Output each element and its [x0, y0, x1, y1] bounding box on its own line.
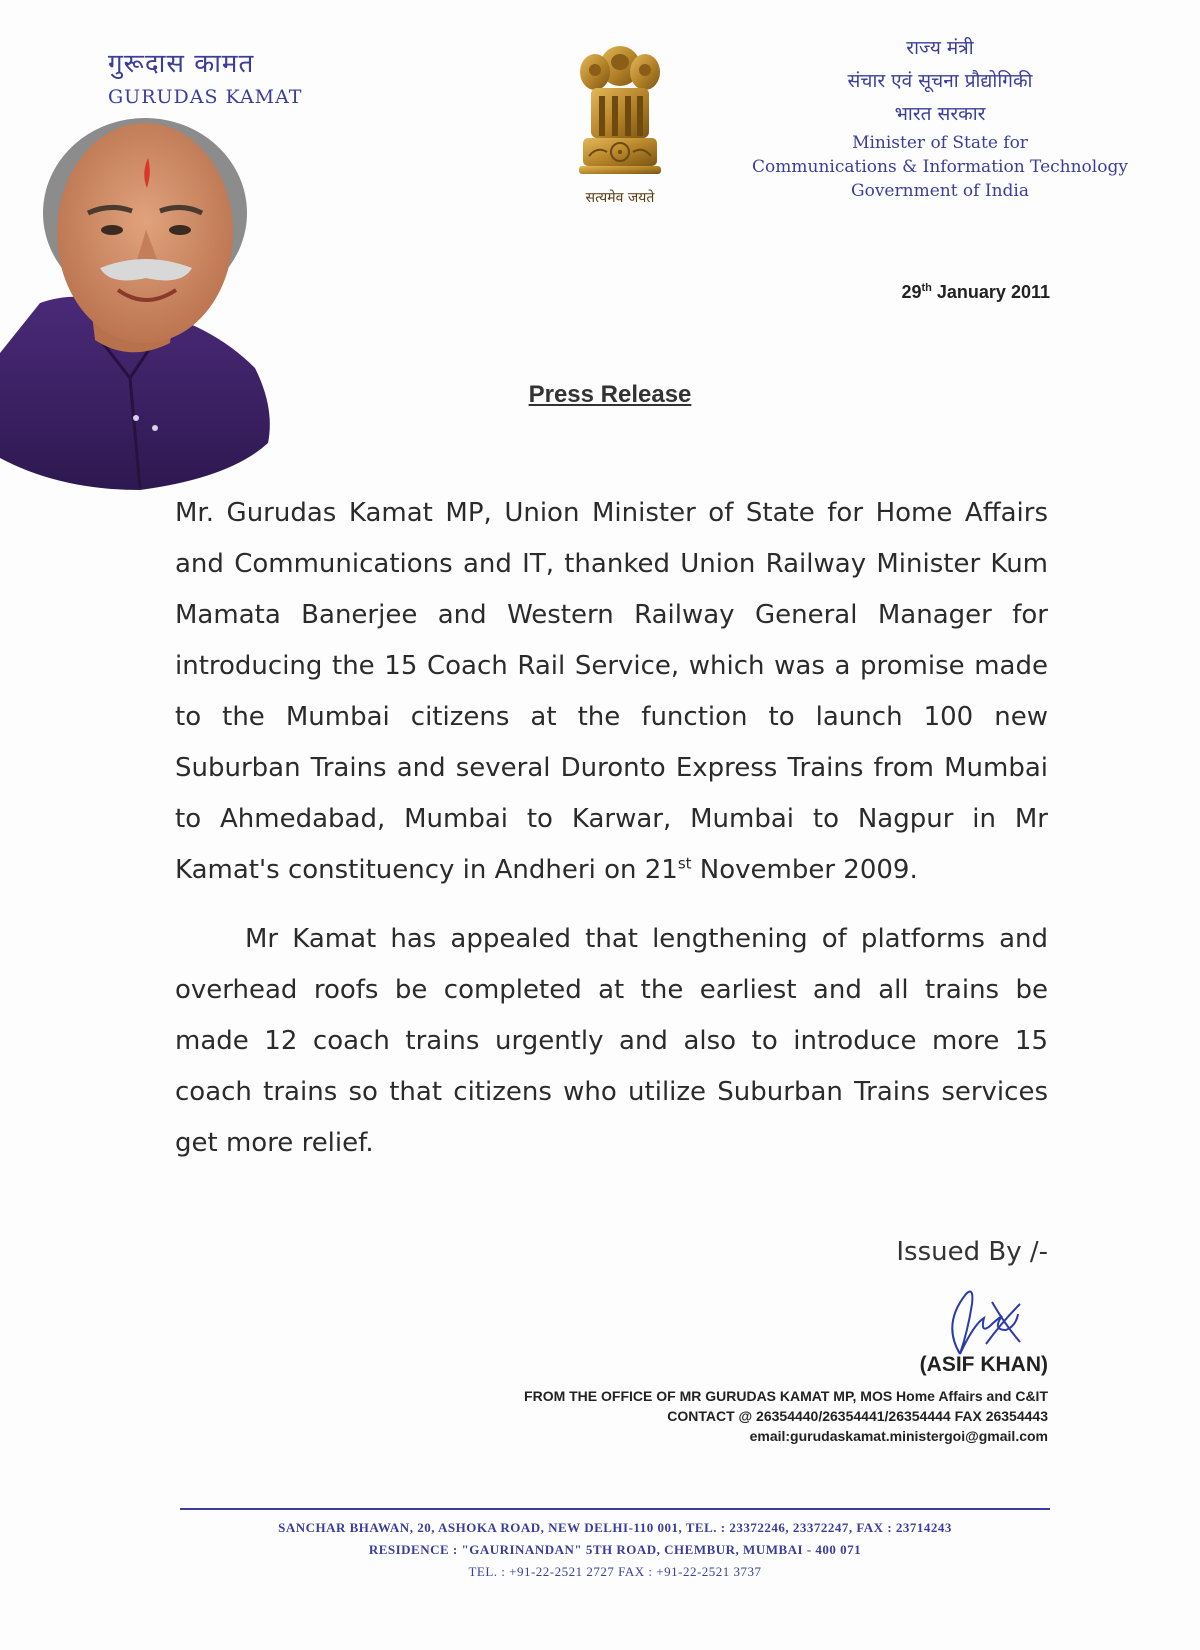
signer-name: (ASIF KHAN)	[919, 1353, 1048, 1376]
office-contact-line: CONTACT @ 26354440/26354441/26354444 FAX 26354443	[667, 1408, 1048, 1424]
paragraph1-main: Mr. Gurudas Kamat MP, Union Minister of State for Home Affairs and Communications and IT, thanked Union Railway Minister Kum Mamata Banerjee and Western Railway General Manager for introducing the 15 Coach Rail Service, which was a promise made to the Mumbai citizens at the function to launch 100 new Suburban Trains and several Duronto Express Trains from Mumbai to Ahmedabad, Mumbai to Karwar, Mumbai to Nagpur in Mr Kamat's constituency in Andheri on	[175, 498, 1048, 885]
signature-graphic	[930, 1282, 1030, 1362]
minister-portrait	[0, 118, 275, 493]
footer-address-line: SANCHAR BHAWAN, 20, ASHOKA ROAD, NEW DELHI-110 001, TEL. : 23372246, 23372247, FAX : 23714243	[278, 1520, 952, 1535]
footer-residence-line: RESIDENCE : "GAURINANDAN" 5TH ROAD, CHEMBUR, MUMBAI - 400 071	[368, 1542, 862, 1557]
office-contact-block	[380, 1386, 1048, 1446]
letterhead-designation-block	[700, 32, 1180, 203]
document-title: Press Release	[528, 381, 692, 408]
press-release-body	[175, 488, 1048, 1169]
letter-date	[840, 282, 1050, 303]
emblem-motto: सत्यमेव जयते	[585, 190, 655, 206]
paragraph1-day: 21	[644, 855, 678, 885]
handwritten-signature	[930, 1282, 1030, 1362]
portrait-graphic	[0, 118, 275, 493]
designation-hindi-line: भारत सरकार	[894, 103, 986, 125]
office-email-line: email:gurudaskamat.ministergoi@gmail.com	[749, 1428, 1048, 1444]
designation-hindi-line: संचार एवं सूचना प्रौद्योगिकी	[847, 70, 1033, 92]
designation-hindi-line: राज्य मंत्री	[906, 37, 974, 59]
footer-divider	[180, 1508, 1050, 1510]
date-day-suffix: th	[921, 282, 932, 294]
emblem-graphic	[565, 38, 675, 188]
designation-english-line: Communications & Information Technology	[752, 157, 1128, 177]
body-paragraph	[175, 488, 1048, 896]
date-month-year: January 2011	[936, 282, 1050, 302]
date-day: 29	[901, 282, 922, 302]
designation-english-line: Government of India	[851, 181, 1029, 201]
national-emblem-icon	[565, 38, 675, 208]
office-line: FROM THE OFFICE OF MR GURUDAS KAMAT MP, MOS Home Affairs and C&IT	[524, 1388, 1048, 1404]
footer-address-block	[120, 1517, 1110, 1583]
designation-english-line: Minister of State for	[852, 133, 1028, 153]
issued-by-label: Issued By /-	[896, 1237, 1048, 1267]
letterhead-name-block	[108, 44, 302, 108]
name-hindi: गुरूदास कामत	[108, 49, 255, 79]
paragraph1-end: November 2009.	[691, 855, 918, 885]
footer-phone-line: TEL. : +91-22-2521 2727 FAX : +91-22-2521 3737	[468, 1564, 762, 1579]
body-paragraph: Mr Kamat has appealed that lengthening of platforms and overhead roofs be completed at the earliest and all trains be made 12 coach trains urgently and also to introduce more 15 coach trains so that citizens who utilize Suburban Trains services get more relief.	[175, 924, 1048, 1158]
name-english: GURUDAS KAMAT	[108, 86, 303, 108]
paragraph1-day-suffix: st	[677, 854, 692, 873]
